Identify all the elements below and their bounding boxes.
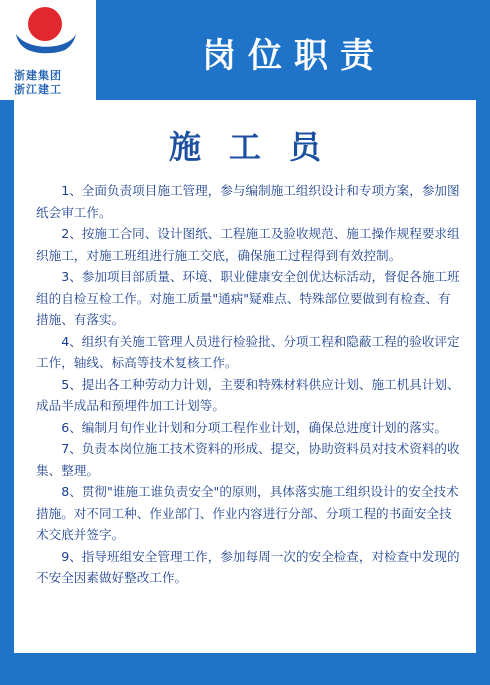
duty-item-2: 2、按施工合同、设计图纸、工程施工及验收规范、施工操作规程要求组织施工，对施工班组进行施工交底，确保施工过程得到有效控制。 — [36, 226, 460, 263]
company-logo — [0, 0, 96, 100]
duty-list — [36, 180, 460, 589]
logo-text-company: 浙江建工 — [14, 83, 62, 96]
company-emblem-icon — [10, 4, 80, 68]
duty-item-3: 3、参加项目部质量、环境、职业健康安全创优达标活动，督促各施工班组的自检互检工作。对施工质量"通病"疑难点、特殊部位要做到有检查、有措施、有落实。 — [36, 269, 460, 327]
duty-item-8: 8、贯彻"谁施工谁负责安全"的原则，具体落实施工组织设计的安全技术措施。对不同工种、作业部门、作业内容进行分部、分项工程的书面安全技术交底并签字。 — [36, 484, 459, 542]
duty-item-5: 5、提出各工种劳动力计划，主要和特殊材料供应计划、施工机具计划、成品半成品和预埋件加工计划等。 — [36, 376, 460, 413]
duty-item-1: 1、全面负责项目施工管理，参与编制施工组织设计和专项方案，参加图纸会审工作。 — [36, 183, 460, 220]
document-title: 施工员 — [168, 128, 349, 166]
header-banner — [98, 0, 490, 100]
header-title: 岗位职责 — [202, 36, 386, 76]
content-panel — [14, 100, 476, 653]
footer-bar — [0, 653, 490, 685]
duty-item-4: 4、组织有关施工管理人员进行检验批、分项工程和隐蔽工程的验收评定工作，轴线、标高等技术复核工作。 — [36, 333, 460, 370]
duty-item-6: 6、编制月旬作业计划和分项工程作业计划，确保总进度计划的落实。 — [61, 419, 448, 435]
duty-item-7: 7、负责本岗位施工技术资料的形成、提交，协助资料员对技术资料的收集、整理。 — [36, 441, 460, 478]
logo-text-group: 浙建集团 — [14, 69, 62, 82]
duty-item-9: 9、指导班组安全管理工作，参加每周一次的安全检查，对检查中发现的不安全因素做好整改工作。 — [36, 548, 460, 585]
